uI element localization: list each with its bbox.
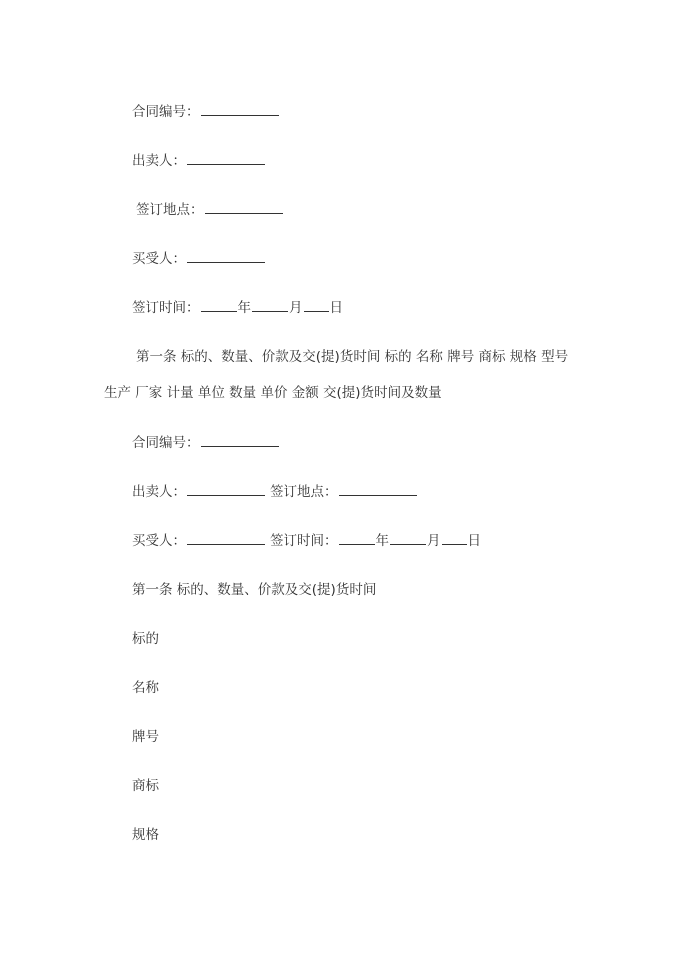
month-blank-2 <box>390 532 426 545</box>
day-label: 日 <box>329 300 343 316</box>
buyer-blank-2 <box>187 532 265 545</box>
year-blank <box>201 299 237 312</box>
sign-time-line <box>132 299 343 317</box>
article1-paragraph-line1: 第一条 标的、数量、价款及交(提)货时间 标的 名称 牌号 商标 规格 型号 <box>136 349 569 365</box>
seller-blank <box>187 152 265 165</box>
sign-place-line <box>136 201 284 219</box>
item-trademark: 商标 <box>132 778 159 794</box>
sign-time-label-2: 签订时间： <box>270 533 338 549</box>
sign-place-blank <box>205 201 283 214</box>
buyer-sign-time-line <box>132 532 481 550</box>
contract-number-label: 合同编号： <box>132 104 200 120</box>
month-label: 月 <box>289 300 303 316</box>
article1-heading: 第一条 标的、数量、价款及交(提)货时间 <box>132 582 377 598</box>
item-brand-number: 牌号 <box>132 729 159 745</box>
year-label: 年 <box>237 300 251 316</box>
contract-number-label-2: 合同编号： <box>132 435 200 451</box>
seller-line <box>132 152 266 170</box>
item-specification: 规格 <box>132 827 159 843</box>
sign-place-label-2: 签订地点： <box>270 484 338 500</box>
seller-label: 出卖人： <box>132 153 186 169</box>
seller-blank-2 <box>187 483 265 496</box>
sign-place-label: 签订地点： <box>136 202 204 218</box>
buyer-label: 买受人： <box>132 251 186 267</box>
buyer-label-2: 买受人： <box>132 533 186 549</box>
article1-paragraph-line2: 生产 厂家 计量 单位 数量 单价 金额 交(提)货时间及数量 <box>104 385 442 401</box>
seller-sign-place-line <box>132 483 418 501</box>
sign-place-blank-2 <box>339 483 417 496</box>
item-name: 名称 <box>132 680 159 696</box>
sign-time-label: 签订时间： <box>132 300 200 316</box>
buyer-line <box>132 250 266 268</box>
day-blank <box>304 299 329 312</box>
buyer-blank <box>187 250 265 263</box>
year-blank-2 <box>339 532 375 545</box>
year-label-2: 年 <box>375 533 389 549</box>
contract-number-line-2 <box>132 434 280 452</box>
item-subject: 标的 <box>132 631 159 647</box>
seller-label-2: 出卖人： <box>132 484 186 500</box>
contract-number-blank <box>201 103 279 116</box>
contract-number-line <box>132 103 280 121</box>
day-blank-2 <box>442 532 467 545</box>
contract-number-blank-2 <box>201 434 279 447</box>
day-label-2: 日 <box>467 533 481 549</box>
month-label-2: 月 <box>427 533 441 549</box>
month-blank <box>252 299 288 312</box>
